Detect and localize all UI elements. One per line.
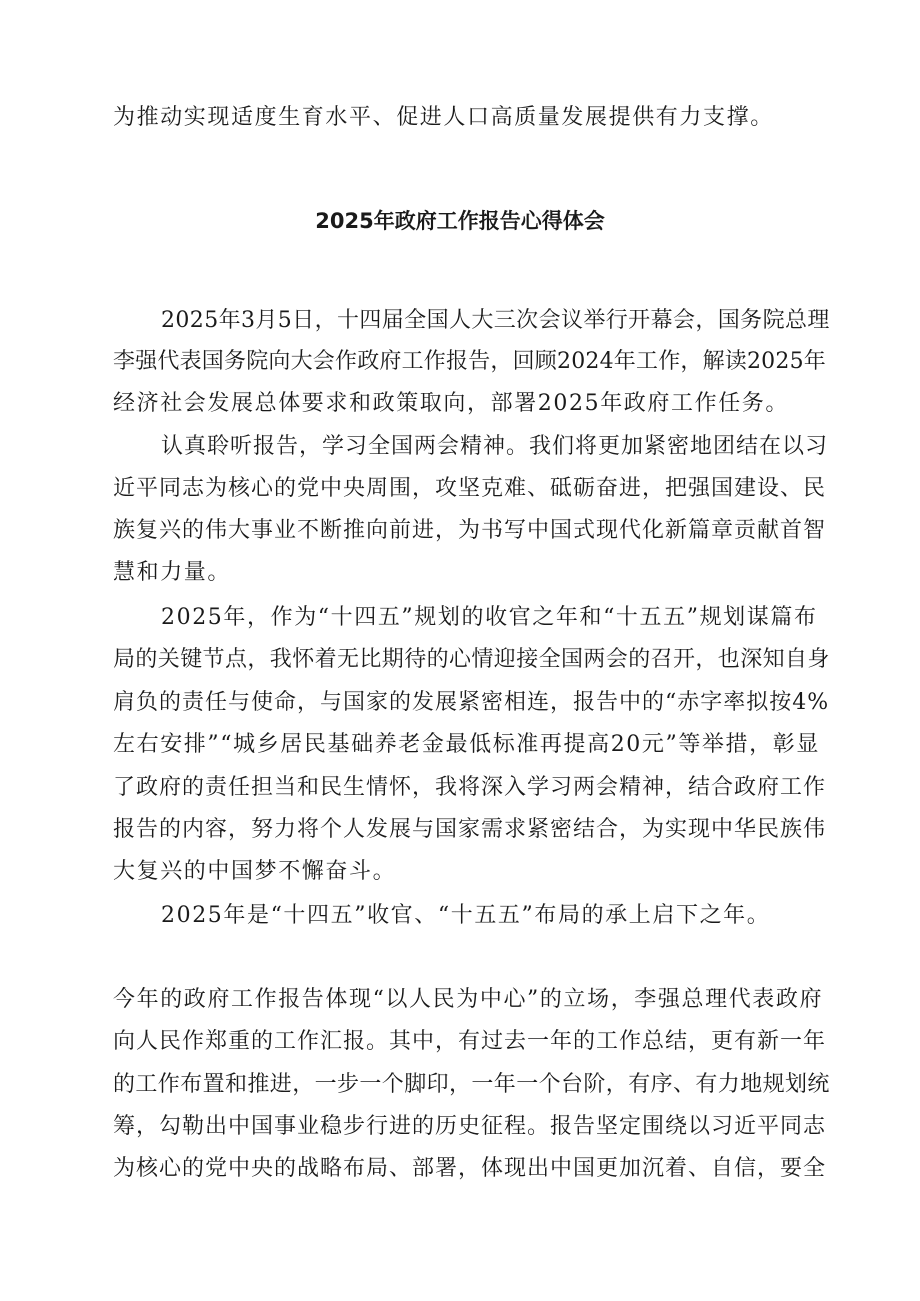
paragraph-line: 报告的内容，努力将个人发展与国家需求紧密结合，为实现中华民族伟 <box>113 817 827 842</box>
paragraph-line: 认真聆听报告，学习全国两会精神。我们将更加紧密地团结在以习 <box>161 434 829 459</box>
paragraph-line: 慧和力量。 <box>113 560 232 585</box>
paragraph-line: 经济社会发展总体要求和政策取向，部署2025年政府工作任务。 <box>113 391 789 416</box>
paragraph-line: 族复兴的伟大事业不断推向前进，为书写中国式现代化新篇章贡献首智 <box>113 518 827 543</box>
paragraph-line: 左右安排”“城乡居民基础养老金最低标准再提高20元”等举措，彰显 <box>113 732 820 757</box>
paragraph-line: 肩负的责任与使命，与国家的发展紧密相连，报告中的“赤字率拟按4% <box>113 690 830 715</box>
paragraph-line: 向人民作郑重的工作汇报。其中，有过去一年的工作总结，更有新一年 <box>113 1029 827 1054</box>
paragraph-line: 为核心的党中央的战略布局、部署，体现出中国更加沉着、自信，要全 <box>113 1156 827 1181</box>
paragraph-line: 筹，勾勒出中国事业稳步行进的历史征程。报告坚定围绕以习近平同志 <box>113 1114 827 1139</box>
paragraph-line: 今年的政府工作报告体现“以人民为中心”的立场，李强总理代表政府 <box>113 987 824 1012</box>
paragraph-line: 2025年，作为“十四五”规划的收官之年和“十五五”规划谋篇布 <box>161 605 818 630</box>
paragraph-line: 近平同志为核心的党中央周围，攻坚克难、砥砺奋进，把强国建设、民 <box>113 476 827 501</box>
paragraph-line: 局的关键节点，我怀着无比期待的心情迎接全国两会的召开，也深知自身 <box>113 647 830 672</box>
paragraph-line: 李强代表国务院向大会作政府工作报告，回顾2024年工作，解读2025年 <box>113 349 826 374</box>
paragraph-line: 2025年3月5日，十四届全国人大三次会议举行开幕会，国务院总理 <box>161 308 830 333</box>
document-title: 2025年政府工作报告心得体会 <box>315 209 605 233</box>
paragraph-line: 2025年是“十四五”收官、“十五五”布局的承上启下之年。 <box>161 903 771 928</box>
intro-line: 为推动实现适度生育水平、促进人口高质量发展提供有力支撑。 <box>113 105 774 130</box>
paragraph-line: 大复兴的中国梦不懈奋斗。 <box>113 859 397 884</box>
paragraph-line: 了政府的责任担当和民生情怀，我将深入学习两会精神，结合政府工作 <box>113 775 827 800</box>
paragraph-line: 的工作布置和推进，一步一个脚印，一年一个台阶，有序、有力地规划统 <box>113 1072 830 1097</box>
